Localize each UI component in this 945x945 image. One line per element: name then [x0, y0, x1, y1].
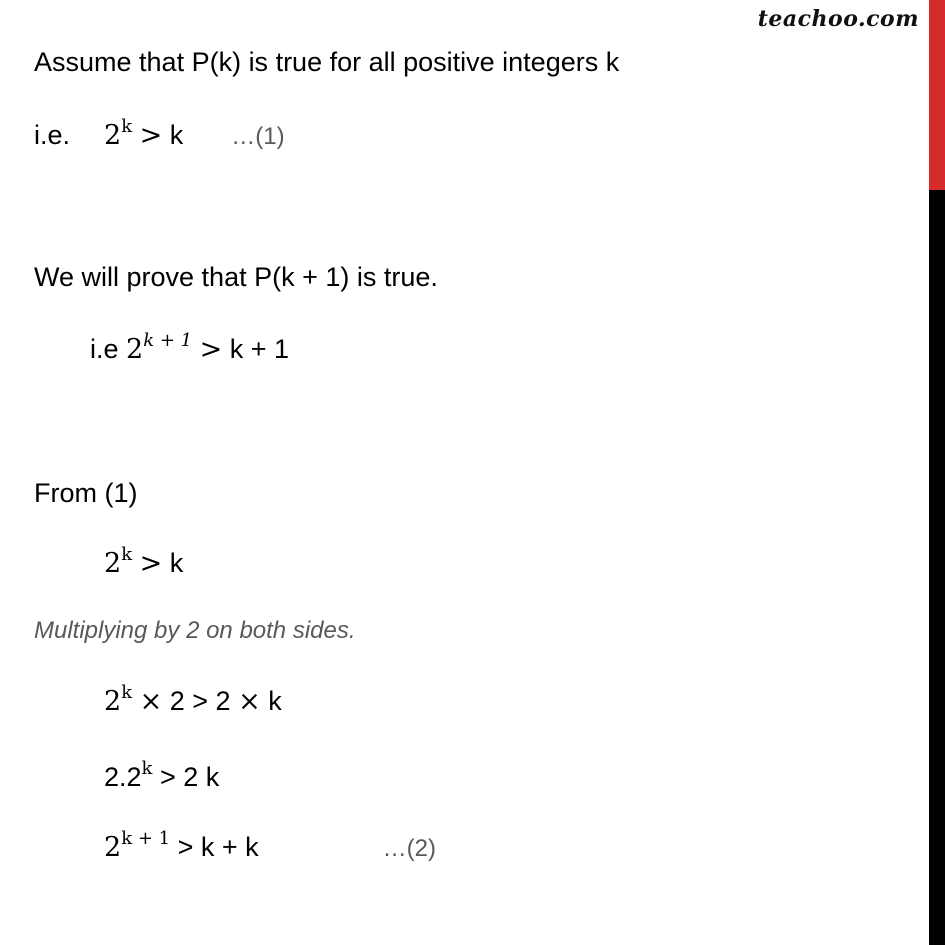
ie2-base: 2 — [126, 334, 144, 365]
step1-exponent: k — [121, 682, 133, 703]
equation-ref-2: …(2) — [382, 835, 436, 862]
ie2-line — [90, 332, 289, 367]
side-accent-bar — [929, 0, 945, 945]
step3-line — [104, 830, 436, 866]
ie2-exponent: k + 1 — [143, 330, 193, 351]
step3-rhs: > k + k — [177, 832, 259, 862]
step1-times: × — [139, 686, 163, 717]
from-base: 2 — [104, 548, 122, 579]
from-inequality — [104, 546, 183, 581]
step3-exponent: k + 1 — [121, 828, 171, 849]
step1-rest: 2 > 2 — [169, 686, 231, 716]
step2-line — [104, 760, 219, 794]
ie-relation: > — [139, 120, 163, 151]
ie-base: 2 — [104, 120, 122, 151]
ie-exponent: k — [121, 116, 133, 137]
assumption-line: Assume that P(k) is true for all positive integers k — [34, 47, 620, 77]
step1-line — [104, 684, 282, 719]
from-rhs: k — [169, 548, 184, 578]
ie-rhs: k — [169, 120, 184, 150]
step2-rhs: > 2 k — [159, 762, 220, 792]
side-accent-red — [929, 0, 945, 190]
ie2-label: i.e — [90, 334, 119, 364]
step3-base: 2 — [104, 832, 122, 863]
ie2-rhs: k + 1 — [229, 334, 290, 364]
side-accent-black — [929, 190, 945, 945]
prove-statement: We will prove that P(k + 1) is true. — [34, 262, 438, 292]
step2-exponent: k — [141, 758, 153, 779]
step1-base: 2 — [104, 686, 122, 717]
ie2-relation: > — [199, 334, 223, 365]
from-exponent: k — [121, 544, 133, 565]
from-label: From (1) — [34, 478, 138, 508]
ie-line — [34, 118, 285, 154]
ie-label: i.e. — [34, 120, 71, 150]
teachoo-logo: teachoo.com — [757, 6, 919, 32]
multiply-note: Multiplying by 2 on both sides. — [34, 617, 356, 644]
step2-lhs: 2.2 — [104, 762, 142, 792]
step1-times2: × — [238, 686, 261, 717]
step1-rhs: k — [268, 686, 282, 716]
from-relation: > — [139, 548, 163, 579]
equation-ref-1: …(1) — [231, 123, 285, 150]
